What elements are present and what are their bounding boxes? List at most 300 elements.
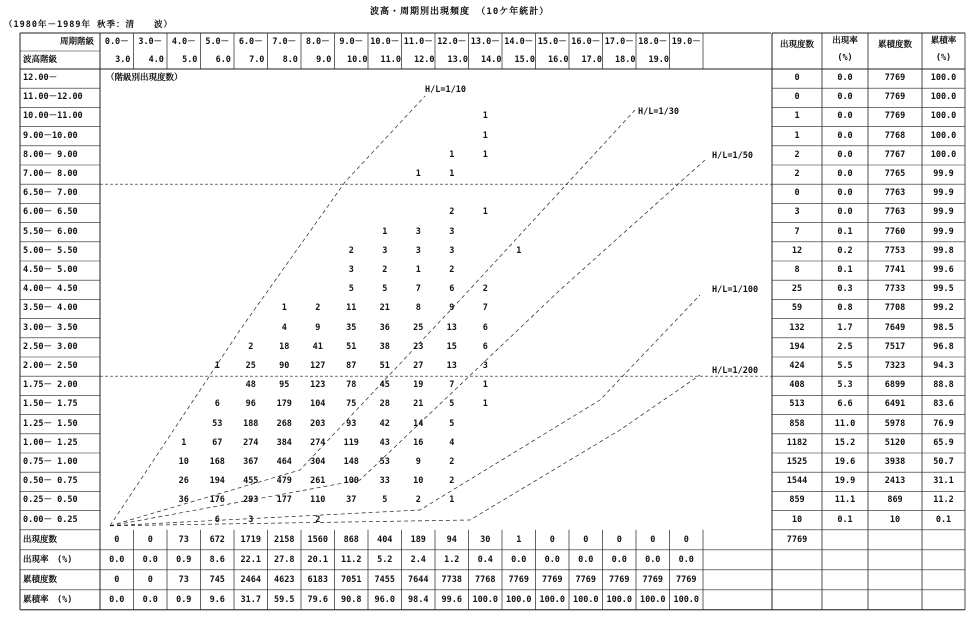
summary-cell: 7769 [575,574,596,585]
row-rate: 5.5 [837,361,853,371]
row-cum-count: 7768 [884,130,906,141]
summary-cell: 0.0 [645,554,661,565]
summary-cell: 100.0 [639,594,666,605]
height-class-label: 4.50－ 5.00 [23,265,78,275]
height-class-label: 10.00－11.00 [23,111,83,122]
summary-cell: 1560 [307,534,328,545]
summary-cell: 7769 [542,574,563,585]
count-header: 出現度数 [779,40,815,50]
matrix-cell: 53 [379,457,390,467]
summary-cell: 0.0 [678,554,694,565]
matrix-cell: 51 [379,361,390,371]
matrix-cell: 37 [346,495,357,506]
row-count: 3 [794,207,800,218]
matrix-cell: 455 [243,476,259,487]
period-class-start: 12.0－ [437,37,467,47]
summary-cell: 868 [343,534,359,545]
period-class-end: 4.0 [148,55,164,65]
row-count: 513 [789,399,805,410]
matrix-cell: 90 [279,361,290,371]
period-class-start: 13.0－ [470,37,500,47]
steepness-label: H/L=1/30 [638,107,679,117]
matrix-cell: 304 [310,457,326,467]
period-class-start: 9.0－ [339,37,364,47]
matrix-cell: 188 [243,418,259,429]
summary-cell: 189 [410,534,426,545]
matrix-cell: 6 [482,322,488,333]
summary-cell: 0.0 [511,554,527,565]
summary-cell: 0.9 [176,594,192,605]
row-cum-rate: 50.7 [933,457,954,467]
matrix-cell: 11 [346,303,357,314]
matrix-cell: 1 [181,437,187,448]
period-class-start: 16.0－ [571,37,601,47]
summary-cell: 7738 [441,574,462,585]
matrix-cell: 1 [214,361,220,371]
summary-cell: 98.4 [408,594,429,605]
summary-cell: 100.0 [539,594,566,605]
row-rate: 2.5 [837,341,853,352]
steepness-curve [110,96,425,526]
row-cum-rate: 100.0 [930,92,957,103]
row-cum-count: 7769 [884,111,906,122]
period-class-end: 17.0 [581,55,602,65]
row-cum-count: 7708 [884,303,906,314]
row-rate: 0.8 [837,303,853,314]
matrix-cell: 7 [415,284,421,295]
summary-cell: 6183 [307,574,328,585]
matrix-cell: 3 [449,226,455,237]
matrix-label: （階級別出現度数） [106,73,183,83]
matrix-cell: 48 [245,380,256,391]
row-count: 1 [794,111,800,122]
cum-count-header: 累積度数 [877,40,913,50]
matrix-cell: 2 [449,207,455,218]
row-rate: 0.2 [837,245,853,256]
matrix-cell: 18 [279,341,290,352]
summary-cell: 100.0 [606,594,633,605]
matrix-cell: 274 [310,437,326,448]
row-rate: 0.0 [837,149,853,160]
matrix-cell: 2 [382,265,388,275]
matrix-cell: 25 [413,322,424,333]
period-class-start: 3.0－ [138,37,163,47]
matrix-cell: 10 [178,457,189,467]
matrix-cell: 194 [209,476,225,487]
matrix-cell: 53 [212,418,223,429]
matrix-cell: 100 [343,476,359,487]
summary-cell: 0.0 [544,554,560,565]
matrix-cell: 38 [379,341,390,352]
period-class-end: 8.0 [282,55,298,65]
row-cum-rate: 76.9 [933,418,954,429]
summary-cell: 9.6 [209,594,225,605]
matrix-cell: 1 [482,111,488,122]
matrix-cell: 179 [276,399,292,410]
matrix-cell: 15 [446,341,457,352]
matrix-cell: 1 [449,495,455,506]
matrix-cell: 4 [449,437,455,448]
matrix-cell: 1 [415,169,421,179]
period-class-start: 18.0－ [638,37,668,47]
matrix-cell: 93 [346,418,357,429]
row-cum-count: 6491 [884,399,906,410]
matrix-cell: 78 [346,380,357,391]
matrix-cell: 6 [214,399,220,410]
row-count: 59 [791,303,803,314]
matrix-cell: 123 [310,380,326,391]
period-class-start: 4.0－ [171,37,196,47]
height-class-label: 8.00－ 9.00 [23,149,78,160]
period-class-end: 10.0 [347,55,368,65]
row-cum-count: 6899 [884,380,906,391]
matrix-cell: 3 [415,245,421,256]
summary-cell: 0 [583,534,589,545]
steepness-label: H/L=1/10 [425,85,466,95]
row-cum-rate: 65.9 [933,437,954,448]
summary-cell: 1 [516,534,522,545]
summary-cell: 73 [178,534,189,545]
row-cum-count: 7760 [884,226,906,237]
summary-total: 7769 [786,534,808,545]
row-cum-rate: 99.9 [933,226,954,237]
period-class-start: 10.0－ [370,37,400,47]
row-cum-rate: 31.1 [933,476,954,487]
matrix-cell: 127 [310,361,326,371]
row-rate: 15.2 [834,437,856,448]
row-cum-rate: 99.2 [933,303,954,314]
row-cum-count: 7517 [884,341,906,352]
row-cum-rate: 94.3 [933,361,954,371]
summary-cell: 0.0 [142,554,158,565]
row-count: 1525 [786,457,808,467]
height-class-label: 1.50－ 1.75 [23,399,78,410]
matrix-cell: 1 [516,245,522,256]
height-class-label: 9.00－10.00 [23,130,78,141]
summary-row-label: 累積度数 [23,574,58,585]
row-cum-count: 7763 [884,207,906,218]
summary-cell: 90.8 [341,594,362,605]
period-caption: （1980年－1989年 秋季：清 波） [4,20,174,30]
matrix-cell: 6 [449,284,455,295]
row-rate: 0.1 [837,514,853,525]
matrix-cell: 176 [209,495,225,506]
height-class-label: 1.00－ 1.25 [23,437,78,448]
matrix-cell: 9 [449,303,455,314]
row-cum-rate: 99.9 [933,207,954,218]
row-cum-rate: 99.6 [933,265,954,275]
row-count: 25 [791,284,803,295]
period-class-start: 17.0－ [604,37,634,47]
summary-cell: 100.0 [673,594,700,605]
matrix-cell: 268 [276,418,292,429]
row-count: 424 [789,361,805,371]
matrix-cell: 41 [312,341,323,352]
row-count: 2 [794,169,800,179]
row-cum-count: 7765 [884,169,906,179]
row-cum-rate: 88.8 [933,380,954,391]
row-rate: 0.1 [837,265,853,275]
summary-cell: 2464 [240,574,261,585]
period-class-start: 14.0－ [504,37,534,47]
matrix-cell: 87 [346,361,357,371]
row-rate: 0.3 [837,284,853,295]
row-rate: 0.0 [837,188,853,199]
summary-cell: 7455 [374,574,395,585]
matrix-cell: 19 [413,380,424,391]
row-cum-count: 7763 [884,188,906,199]
matrix-cell: 33 [379,476,390,487]
summary-cell: 20.1 [307,554,328,565]
period-class-start: 11.0－ [403,37,433,47]
period-class-end: 6.0 [215,55,231,65]
height-class-label: 2.50－ 3.00 [23,341,78,352]
matrix-cell: 2 [348,245,354,256]
matrix-cell: 3 [348,265,354,275]
row-rate: 6.6 [837,399,853,410]
summary-cell: 11.2 [341,554,362,565]
matrix-cell: 2 [449,476,455,487]
matrix-cell: 75 [346,399,357,410]
matrix-cell: 3 [449,245,455,256]
matrix-cell: 5 [348,284,354,295]
row-count: 858 [789,418,805,429]
summary-cell: 7051 [341,574,362,585]
row-cum-count: 3938 [884,457,906,467]
matrix-cell: 10 [413,476,424,487]
row-cum-count: 869 [887,495,903,506]
summary-cell: 0.0 [109,594,125,605]
summary-cell: 0.0 [578,554,594,565]
row-count: 0 [794,188,800,199]
matrix-cell: 177 [276,495,292,506]
matrix-cell: 2 [415,495,421,506]
row-cum-rate: 99.8 [933,245,954,256]
summary-cell: 0 [650,534,656,545]
matrix-cell: 148 [343,457,359,467]
matrix-cell: 9 [415,457,421,467]
row-count: 194 [789,341,805,352]
matrix-cell: 274 [243,437,259,448]
summary-cell: 5.2 [377,554,393,565]
period-class-end: 9.0 [316,55,332,65]
matrix-cell: 95 [279,380,290,391]
period-class-end: 18.0 [615,55,636,65]
row-cum-rate: 100.0 [930,149,957,160]
matrix-cell: 7 [449,380,455,391]
cum-rate-unit-header: (%) [935,53,952,63]
row-count: 0 [794,73,800,83]
summary-cell: 100.0 [572,594,599,605]
row-cum-count: 5978 [884,418,906,429]
summary-cell: 96.0 [374,594,395,605]
period-class-header: 周期階級 [59,37,94,47]
matrix-cell: 7 [482,303,488,314]
matrix-cell: 367 [243,457,259,467]
matrix-cell: 28 [379,399,390,410]
matrix-cell: 1 [482,130,488,141]
height-class-label: 0.75－ 1.00 [23,457,78,467]
summary-cell: 4623 [274,574,295,585]
row-rate: 0.1 [837,226,853,237]
matrix-cell: 203 [310,418,326,429]
summary-cell: 22.1 [240,554,261,565]
matrix-cell: 35 [346,322,357,333]
matrix-cell: 3 [248,514,254,525]
period-class-start: 7.0－ [272,37,297,47]
period-class-start: 6.0－ [238,37,263,47]
matrix-cell: 6 [214,514,220,525]
summary-cell: 0 [683,534,689,545]
row-count: 859 [789,495,805,506]
period-class-start: 15.0－ [537,37,567,47]
matrix-cell: 27 [413,361,424,371]
row-rate: 0.0 [837,130,853,141]
row-cum-rate: 0.1 [935,514,952,525]
matrix-cell: 21 [413,399,424,410]
row-cum-rate: 100.0 [930,73,957,83]
height-class-label: 2.00－ 2.50 [23,361,78,371]
matrix-cell: 36 [178,495,189,506]
summary-cell: 1719 [240,534,261,545]
row-rate: 0.0 [837,73,853,83]
period-class-end: 19.0 [648,55,669,65]
summary-cell: 100.0 [472,594,499,605]
row-count: 132 [789,322,805,333]
period-class-start: 0.0－ [104,37,129,47]
height-class-label: 7.00－ 8.00 [23,169,78,179]
matrix-cell: 3 [382,245,388,256]
summary-cell: 0.0 [611,554,627,565]
matrix-cell: 3 [482,361,488,371]
row-rate: 19.6 [834,457,856,467]
summary-cell: 7644 [408,574,429,585]
matrix-cell: 2 [248,341,254,352]
matrix-cell: 3 [415,226,421,237]
summary-cell: 7769 [642,574,663,585]
summary-cell: 7768 [475,574,496,585]
height-class-label: 0.25－ 0.50 [23,495,78,506]
summary-cell: 0 [616,534,622,545]
summary-cell: 27.8 [274,554,295,565]
row-rate: 11.1 [834,495,856,506]
row-cum-rate: 83.6 [933,399,954,410]
matrix-cell: 464 [276,457,292,467]
row-count: 1182 [786,437,808,448]
matrix-cell: 384 [276,437,292,448]
row-count: 8 [794,265,800,275]
row-count: 2 [794,149,800,160]
row-cum-rate: 98.5 [933,322,954,333]
row-cum-count: 7741 [884,265,906,275]
matrix-cell: 2 [315,303,321,314]
height-class-label: 5.50－ 6.00 [23,226,78,237]
matrix-cell: 23 [413,341,424,352]
summary-cell: 0 [114,534,120,545]
summary-cell: 0.9 [176,554,192,565]
row-count: 408 [789,380,805,391]
steepness-label: H/L=1/50 [712,151,753,161]
matrix-cell: 1 [281,303,287,314]
period-class-end: 15.0 [514,55,535,65]
matrix-cell: 8 [415,303,421,314]
period-class-end: 13.0 [447,55,468,65]
row-count: 1544 [786,476,808,487]
summary-cell: 99.6 [441,594,462,605]
matrix-cell: 1 [482,399,488,410]
matrix-cell: 104 [310,399,326,410]
height-class-header: 波高階級 [23,55,58,65]
height-class-label: 6.50－ 7.00 [23,188,78,199]
row-rate: 0.0 [837,111,853,122]
row-count: 7 [794,226,800,237]
matrix-cell: 36 [379,322,390,333]
matrix-cell: 13 [446,361,457,371]
summary-cell: 100.0 [505,594,532,605]
period-class-end: 3.0 [115,55,131,65]
height-class-label: 12.00－ [23,73,58,83]
row-cum-count: 7769 [884,92,906,103]
matrix-cell: 293 [243,495,259,506]
matrix-cell: 110 [310,495,326,506]
height-class-label: 3.50－ 4.00 [23,303,78,314]
matrix-cell: 51 [346,341,357,352]
row-count: 10 [791,514,803,525]
row-count: 1 [794,130,800,141]
page-title: 波高・周期別出現頻度 （10ケ年統計） [370,7,550,17]
row-cum-rate: 11.2 [933,495,954,506]
height-class-label: 11.00－12.00 [23,92,83,103]
summary-cell: 79.6 [307,594,328,605]
row-cum-rate: 99.5 [933,284,954,295]
matrix-cell: 5 [449,399,455,410]
height-class-label: 3.00－ 3.50 [23,322,78,333]
summary-cell: 59.5 [274,594,295,605]
row-cum-count: 7323 [884,361,906,371]
steepness-label: H/L=1/100 [712,285,759,295]
steepness-label: H/L=1/200 [712,366,759,376]
row-rate: 0.0 [837,169,853,179]
matrix-cell: 25 [245,361,256,371]
matrix-cell: 2 [449,265,455,275]
matrix-cell: 1 [482,207,488,218]
height-class-label: 0.50－ 0.75 [23,476,78,487]
height-class-label: 1.75－ 2.00 [23,380,78,391]
summary-cell: 0 [114,574,120,585]
row-cum-count: 7753 [884,245,906,256]
period-class-start: 19.0－ [671,37,701,47]
period-class-end: 5.0 [182,55,198,65]
matrix-cell: 2 [449,457,455,467]
matrix-cell: 5 [382,284,388,295]
summary-cell: 2158 [274,534,295,545]
matrix-cell: 1 [449,149,455,160]
period-class-end: 11.0 [380,55,401,65]
matrix-cell: 1 [449,169,455,179]
matrix-cell: 4 [281,322,287,333]
row-rate: 19.9 [834,476,856,487]
period-class-start: 8.0－ [305,37,330,47]
steepness-curve [110,160,705,526]
row-cum-count: 5120 [884,437,906,448]
summary-cell: 0 [147,574,153,585]
matrix-cell: 6 [482,341,488,352]
row-rate: 5.3 [837,380,853,391]
summary-cell: 94 [446,534,457,545]
summary-cell: 672 [209,534,225,545]
summary-cell: 31.7 [240,594,261,605]
row-cum-count: 10 [889,514,901,525]
